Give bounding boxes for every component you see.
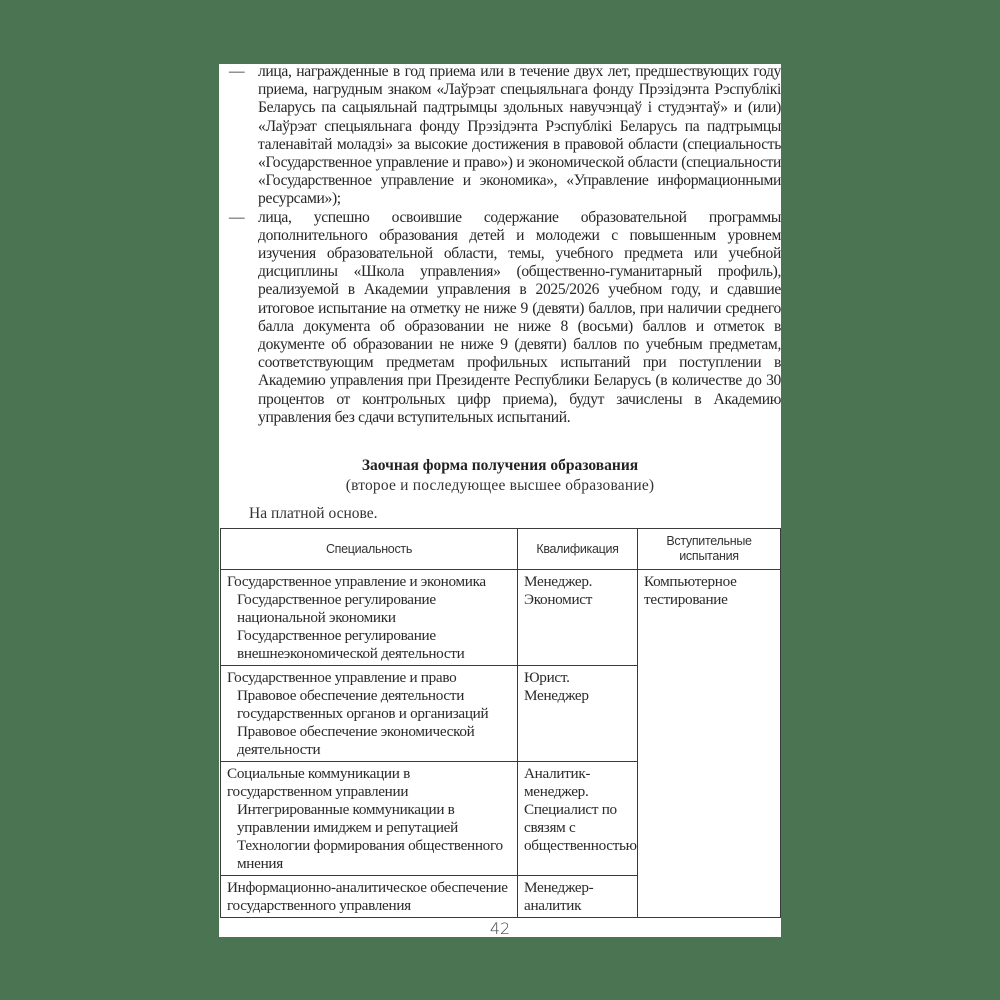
qualification-cell: Менеджер. Экономист [518,570,638,666]
list-item-text: лица, успешно освоившие содержание образовательной программы дополнительного образования детей и молодежи с повышенным уровнем изучения образовательной области, темы, учебного предмета или учебной дисциплины «Школа управления» (общественно-гуманитарный профиль), реализуемой в Академии управления в 2025/2026 учебном году, и сдавшие итоговое испытание на отметку не ниже 9 (девяти) баллов, при наличии среднего балла документа об образовании не ниже 8 (восьми) баллов и отметок в документе об образовании не ниже 9 (девяти) баллов по учебным предметам, соответствующим предметам профильных испытаний при поступлении в Академию управления при Президенте Республики Беларусь (в количестве до 30 процентов от контрольных цифр приема), будут зачислены в Академию управления без сдачи вступительных испытаний. [258,208,781,426]
exams-cell: Компьютерное тестирование [638,570,781,918]
table-header-row [221,529,781,570]
profile-name: Государственное регулирование внешнеэкономической деятельности [237,627,465,662]
list-item-text: лица, награжденные в год приема или в течение двух лет, предшествующих году приема, нагрудным знаком «Лаўрэат спецыяльнага фонду Прэзідэнта Рэспублікі Беларусь па сацыяльнай падтрымцы здольных навучэнцаў і студэнтаў» и (или) «Лаўрэат спецыяльнага фонду Прэзідэнта Рэспублікі Беларусь па падтрымцы таленавітай моладзі» за высокие достижения в правовой области (специальность «Государственное управление и право») и экономической области (специальности «Государственное управление и экономика», «Управление информационными ресурсами»); [258,63,781,208]
section-subtitle: (второе и последующее высшее образование) [345,477,655,494]
specialty-name: Социальные коммуникации в государственном управлении [227,765,410,800]
header-exams: Вступительные испытания [638,529,781,570]
specialties-table [220,528,781,918]
profile-name: Технологии формирования общественного мнения [237,837,503,872]
specialty-name: Государственное управление и экономика [227,573,486,590]
section-title: Заочная форма получения образования [361,457,639,474]
list-item [219,63,781,209]
qualification-cell: Аналитик-менеджер. Специалист по связям с общественностью [518,762,638,876]
specialty-cell [221,666,518,762]
eligibility-list [219,63,781,427]
qualification-cell: Юрист. Менеджер [518,666,638,762]
specialty-cell [221,762,518,876]
header-qualification: Квалификация [518,529,638,570]
profile-name: Правовое обеспечение деятельности государственных органов и организаций [237,687,489,722]
payment-note: На платной основе. [249,505,378,522]
em-dash-bullet: — [229,63,245,80]
specialty-name: Государственное управление и право [227,669,457,686]
profile-name: Правовое обеспечение экономической деятельности [237,723,475,758]
header-specialty: Специальность [221,529,518,570]
profile-name: Государственное регулирование национальной экономики [237,591,436,626]
section-heading [219,456,781,496]
table-row [221,570,781,666]
list-item [219,209,781,427]
page-number: 42 [489,919,511,938]
document-page [219,64,781,937]
profile-name: Интегрированные коммуникации в управлении имиджем и репутацией [237,801,458,836]
em-dash-bullet: — [229,208,245,226]
specialty-cell [221,876,518,918]
qualification-cell: Менеджер-аналитик [518,876,638,918]
specialty-name: Информационно-аналитическое обеспечение государственного управления [227,879,508,914]
specialty-cell [221,570,518,666]
